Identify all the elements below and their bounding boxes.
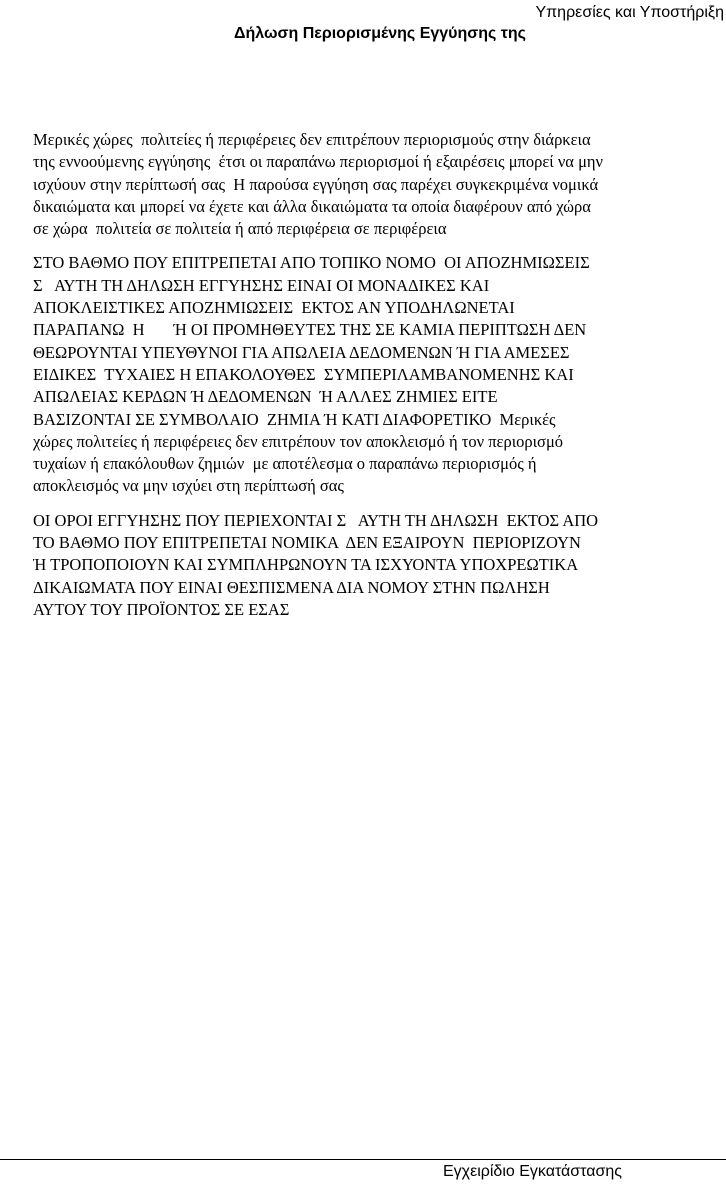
text-line: δικαιώματα και μπορεί να έχετε και άλλα δικαιώματα τα οποία διαφέρουν από χώρα — [33, 196, 591, 216]
document-body — [33, 129, 723, 633]
paragraph-limitations — [33, 129, 723, 240]
text-line: ΟΙ ΟΡΟΙ ΕΓΓΥΗΣΗΣ ΠΟΥ ΠΕΡΙΕΧΟΝΤΑΙ Σ ΑΥΤΗ ΤΗ ΔΗΛΩΣΗ ΕΚΤΟΣ ΑΠΟ — [33, 510, 599, 530]
paragraph-remedies — [33, 252, 723, 497]
text-line: ΕΙΔΙΚΕΣ ΤΥΧΑΙΕΣ Η ΕΠΑΚΟΛΟΥΘΕΣ ΣΥΜΠΕΡΙΛΑΜΒΑΝΟΜΕΝΗΣ ΚΑΙ — [33, 364, 574, 384]
document-title-container — [0, 24, 726, 44]
text-line: αποκλεισμός να μην ισχύει στη περίπτωσή σας — [33, 476, 344, 496]
footer-divider — [0, 1159, 726, 1160]
text-line: Σ ΑΥΤΗ ΤΗ ΔΗΛΩΣΗ ΕΓΓΥΗΣΗΣ ΕΙΝΑΙ ΟΙ ΜΟΝΑΔΙΚΕΣ ΚΑΙ — [33, 275, 490, 295]
paragraph-terms — [33, 510, 723, 621]
running-header: Υπηρεσίες και Υποστήριξη — [535, 4, 724, 21]
text-line: ΑΠΩΛΕΙΑΣ ΚΕΡΔΩΝ Ή ΔΕΔΟΜΕΝΩΝ Ή ΑΛΛΕΣ ΖΗΜΙΕΣ ΕΙΤΕ — [33, 387, 498, 407]
text-line: ΤΟ ΒΑΘΜΟ ΠΟΥ ΕΠΙΤΡΕΠΕΤΑΙ ΝΟΜΙΚΑ ΔΕΝ ΕΞΑΙΡΟΥΝ ΠΕΡΙΟΡΙΖΟΥΝ — [33, 533, 581, 553]
text-line: ΘΕΩΡΟΥΝΤΑΙ ΥΠΕΥΘΥΝΟΙ ΓΙΑ ΑΠΩΛΕΙΑ ΔΕΔΟΜΕΝΩΝ Ή ΓΙΑ ΑΜΕΣΕΣ — [33, 342, 570, 362]
text-line: ΑΥΤΟΥ ΤΟΥ ΠΡΟΪΟΝΤΟΣ ΣΕ ΕΣΑΣ — [33, 599, 290, 619]
text-line: ΔΙΚΑΙΩΜΑΤΑ ΠΟΥ ΕΙΝΑΙ ΘΕΣΠΙΣΜΕΝΑ ΔΙΑ ΝΟΜΟΥ ΣΤΗΝ ΠΩΛΗΣΗ — [33, 577, 550, 597]
text-line: ΣΤΟ ΒΑΘΜΟ ΠΟΥ ΕΠΙΤΡΕΠΕΤΑΙ ΑΠΟ ΤΟΠΙΚΟ ΝΟΜΟ ΟΙ ΑΠΟΖΗΜΙΩΣΕΙΣ — [33, 253, 590, 273]
text-line: της εννοούμενης εγγύησης έτσι οι παραπάνω περιορισμοί ή εξαιρέσεις μπορεί να μην — [33, 152, 604, 172]
text-line: ΒΑΣΙΖΟΝΤΑΙ ΣΕ ΣΥΜΒΟΛΑΙΟ ΖΗΜΙΑ Ή ΚΑΤΙ ΔΙΑΦΟΡΕΤΙΚΟ Μερικές — [33, 409, 556, 429]
running-footer: Εγχειρίδιο Εγκατάστασης — [443, 1163, 622, 1180]
document-title: Δήλωση Περιορισμένης Εγγύησης της — [234, 25, 526, 42]
text-line: Μερικές χώρες πολιτείες ή περιφέρειες δεν επιτρέπουν περιορισμούς στην διάρκεια — [33, 130, 591, 149]
text-line: ισχύουν στην περίπτωσή σας Η παρούσα εγγύηση σας παρέχει συγκεκριμένα νομικά — [33, 174, 599, 194]
text-line: σε χώρα πολιτεία σε πολιτεία ή από περιφέρεια σε περιφέρεια — [33, 219, 447, 239]
text-line: χώρες πολιτείες ή περιφέρειες δεν επιτρέπουν τον αποκλεισμό ή τον περιορισμό — [33, 431, 564, 451]
text-line: ΑΠΟΚΛΕΙΣΤΙΚΕΣ ΑΠΟΖΗΜΙΩΣΕΙΣ ΕΚΤΟΣ ΑΝ ΥΠΟΔΗΛΩΝΕΤΑΙ — [33, 298, 515, 318]
text-line: Ή ΤΡΟΠΟΠΟΙΟΥΝ ΚΑΙ ΣΥΜΠΛΗΡΩΝΟΥΝ ΤΑ ΙΣΧΥΟΝΤΑ ΥΠΟΧΡΕΩΤΙΚΑ — [33, 555, 579, 575]
text-line: τυχαίων ή επακόλουθων ζημιών με αποτέλεσμα ο παραπάνω περιορισμός ή — [33, 454, 537, 474]
text-line: ΠΑΡΑΠΑΝΩ Η Ή ΟΙ ΠΡΟΜΗΘΕΥΤΕΣ ΤΗΣ ΣΕ ΚΑΜΙΑ ΠΕΡΙΠΤΩΣΗ ΔΕΝ — [33, 320, 587, 340]
